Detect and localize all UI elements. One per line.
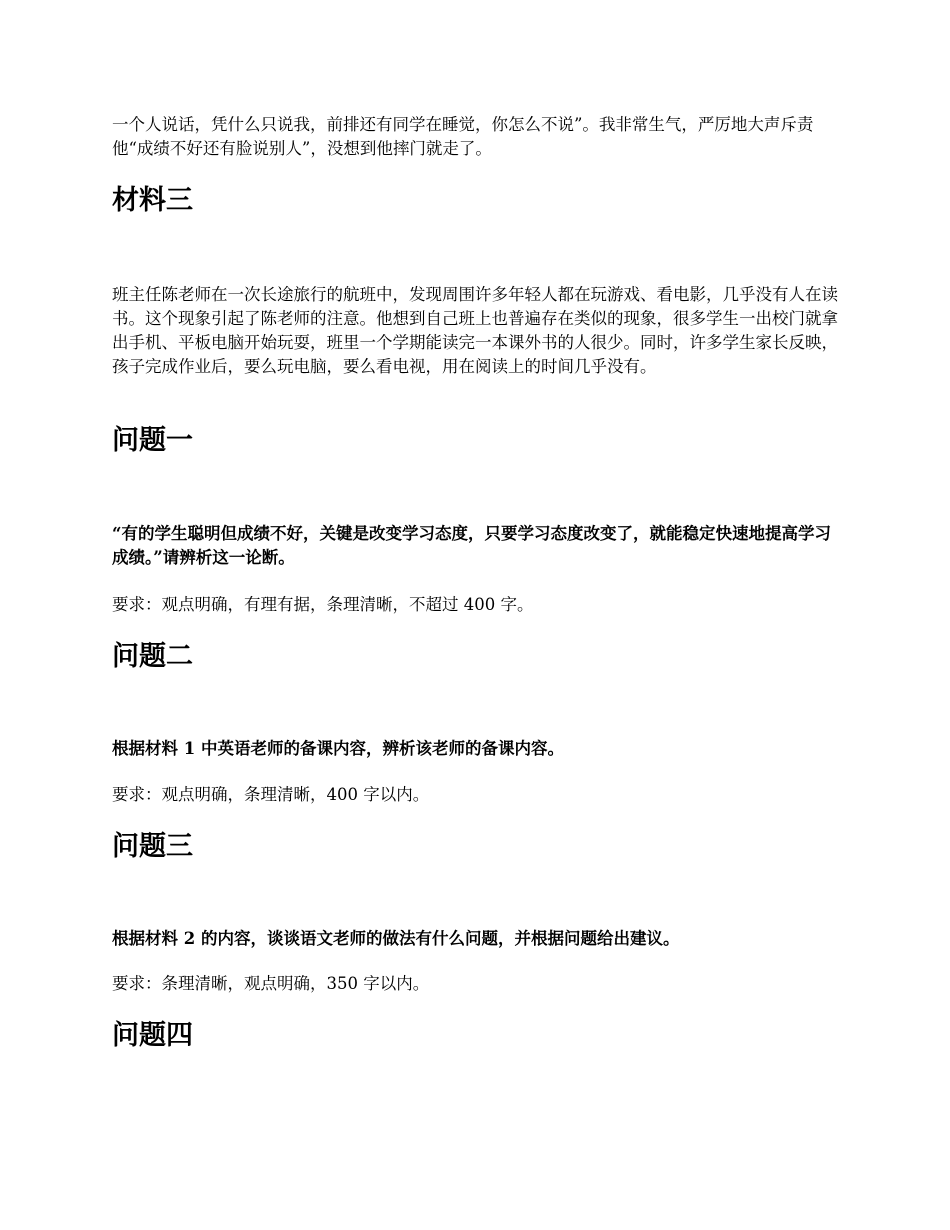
question-3-requirement: 要求：条理清晰，观点明确，350 字以内。 — [112, 974, 430, 993]
question-1-prompt: “有的学生聪明但成绩不好，关键是改变学习态度，只要学习态度改变了，就能稳定快速地提高学习成绩。”请辨析这一论断。 — [112, 524, 831, 567]
question-2-requirement: 要求：观点明确，条理清晰，400 字以内。 — [112, 785, 430, 804]
heading-question-1: 问题一 — [112, 425, 193, 456]
paragraph-continuation: 一个人说话，凭什么只说我，前排还有同学在睡觉，你怎么不说”。我非常生气，严厉地大声斥责他“成绩不好还有脸说别人”，没想到他摔门就走了。 — [112, 115, 814, 158]
heading-question-3: 问题三 — [112, 831, 193, 862]
material-3-text: 班主任陈老师在一次长途旅行的航班中，发现周围许多年轻人都在玩游戏、看电影，几乎没有人在读书。这个现象引起了陈老师的注意。他想到自己班上也普遍存在类似的现象，很多学生一出校门就拿出手机、平板电脑开始玩耍，班里一个学期能读完一本课外书的人很少。同时，许多学生家长反映，孩子完成作业后，要么玩电脑，要么看电视，用在阅读上的时间几乎没有。 — [112, 285, 838, 376]
question-2-prompt: 根据材料 1 中英语老师的备课内容，辨析该老师的备课内容。 — [112, 739, 564, 758]
heading-material-3: 材料三 — [112, 185, 193, 216]
question-1-requirement: 要求：观点明确，有理有据，条理清晰，不超过 400 字。 — [112, 595, 534, 614]
heading-question-4: 问题四 — [112, 1020, 193, 1051]
heading-question-2: 问题二 — [112, 641, 193, 672]
question-3-prompt: 根据材料 2 的内容，谈谈语文老师的做法有什么问题，并根据问题给出建议。 — [112, 929, 680, 948]
